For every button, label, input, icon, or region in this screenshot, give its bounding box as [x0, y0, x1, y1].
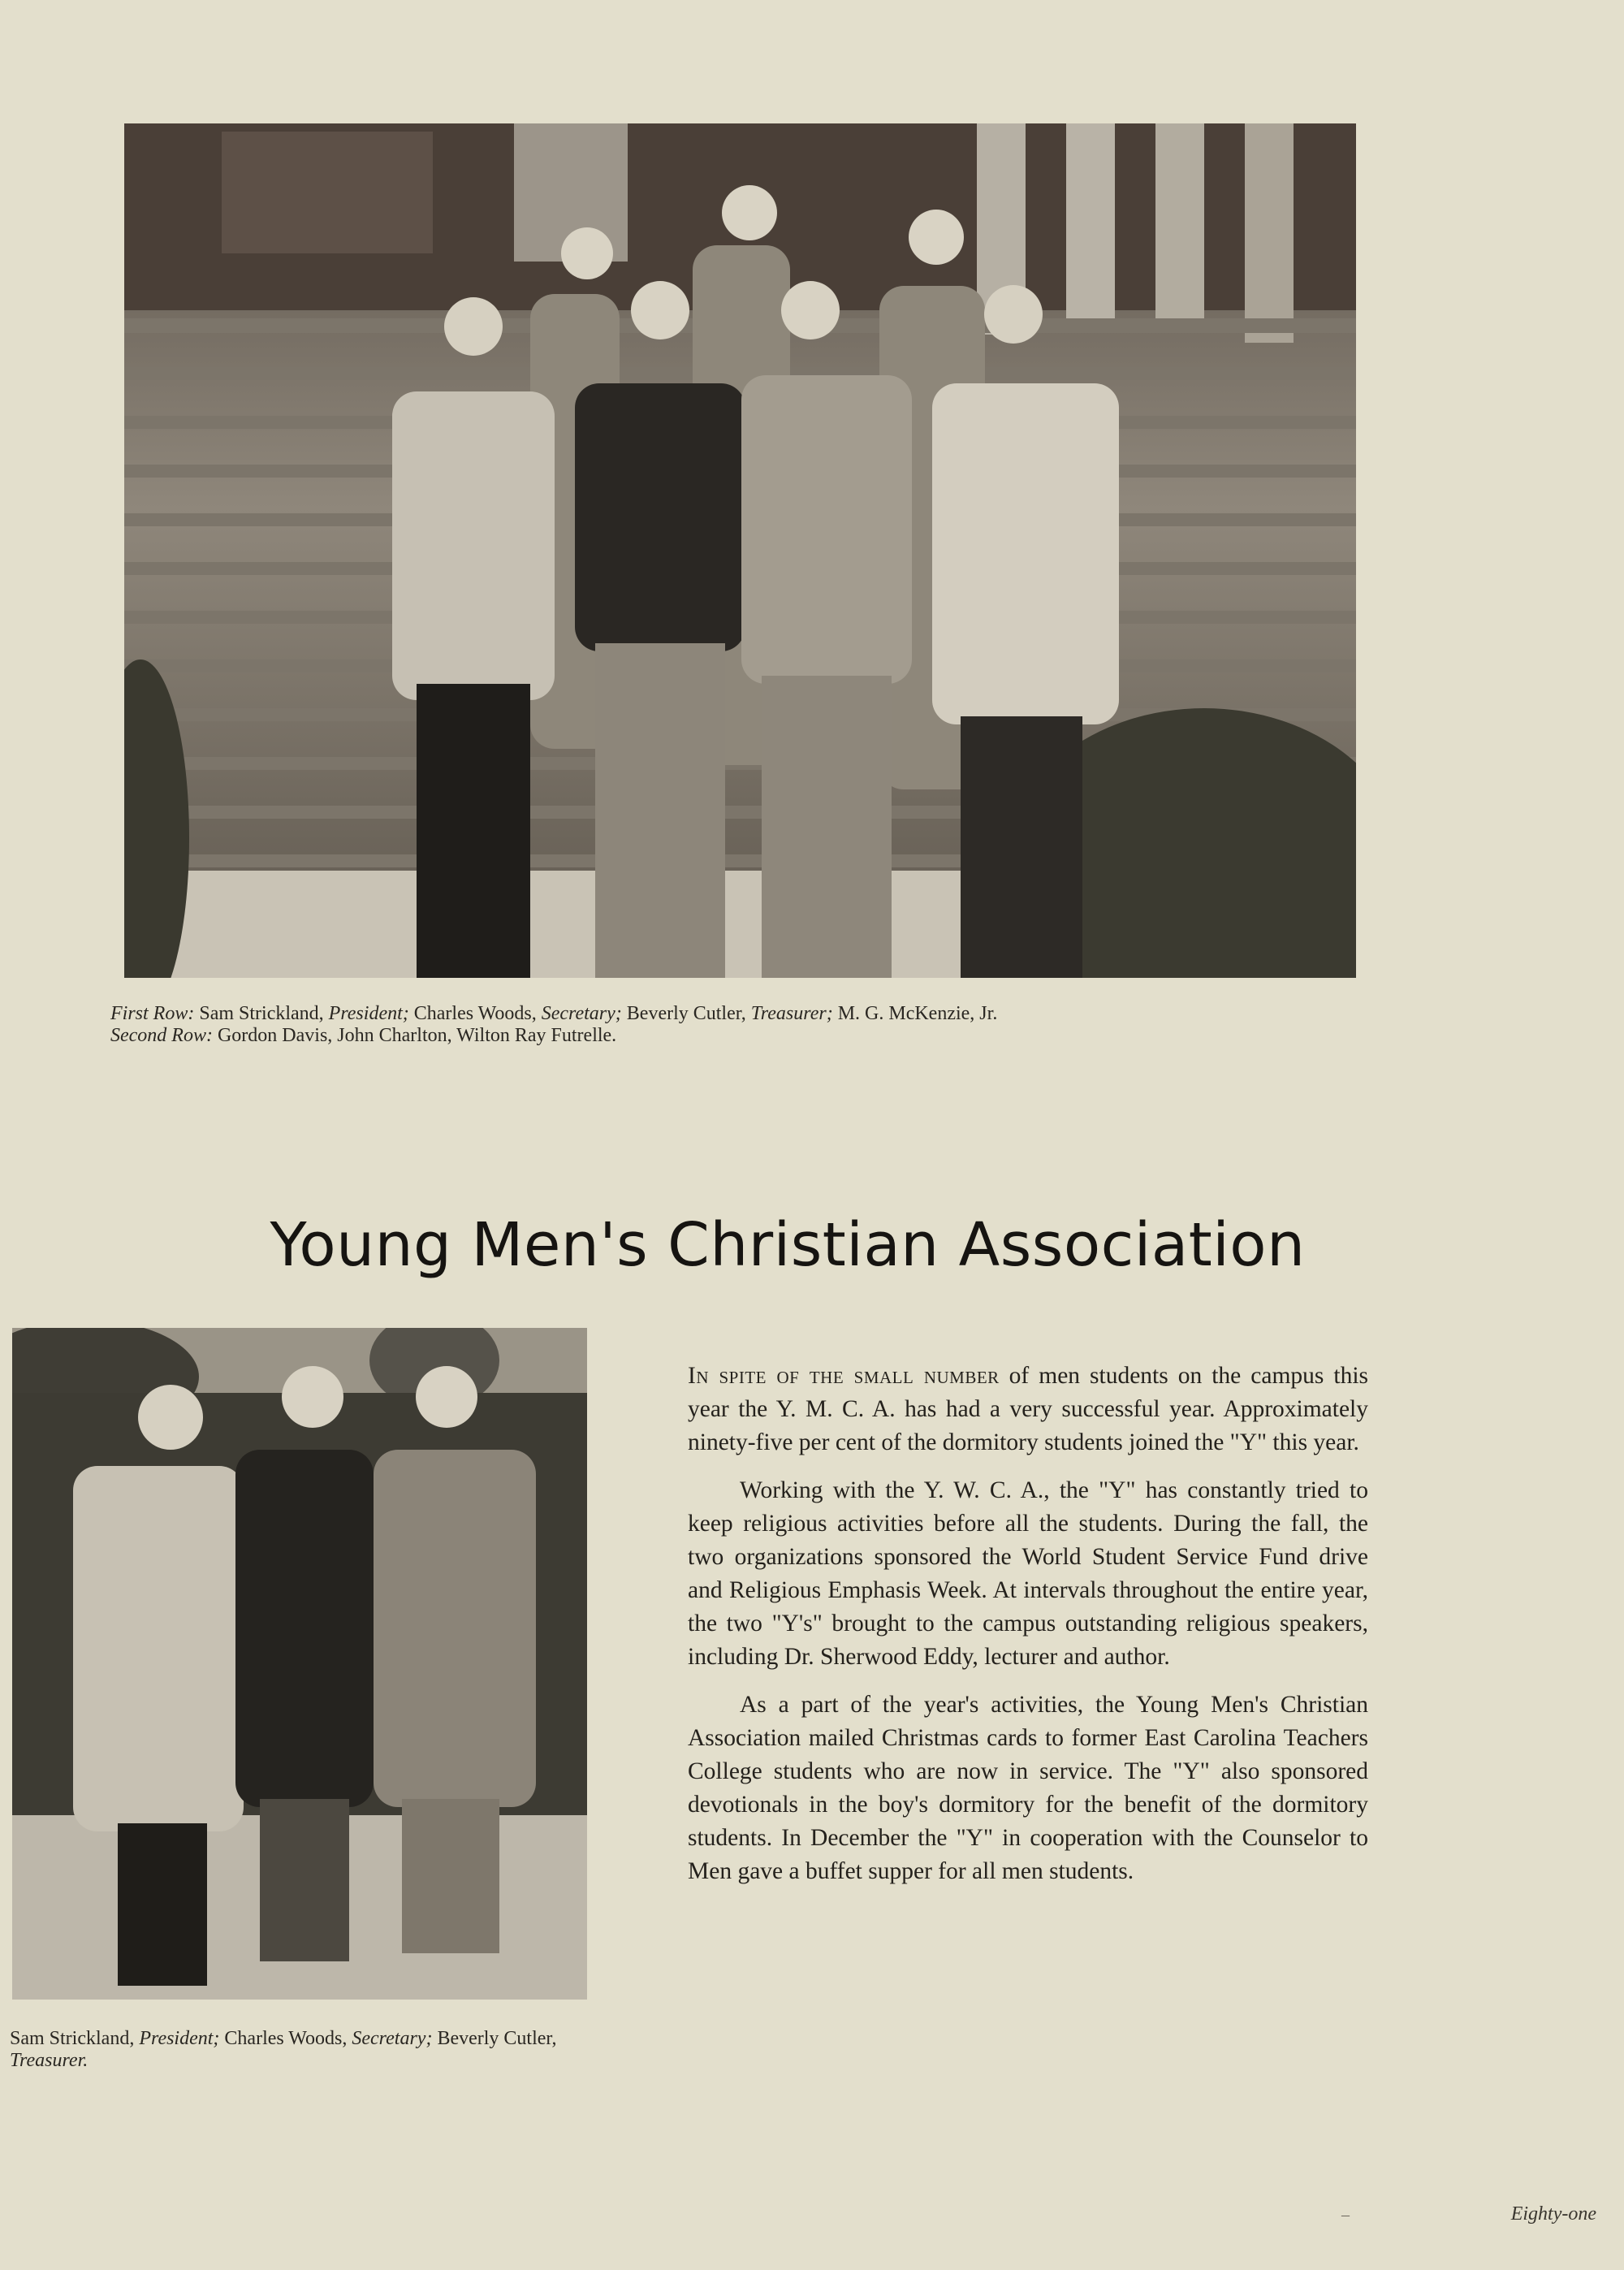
- paragraph-lead: In spite of the small number: [688, 1363, 1000, 1389]
- paragraph-1: [688, 1360, 1368, 1459]
- top-photo-caption: [110, 1003, 1328, 1047]
- officers-photo-caption: [10, 2028, 594, 2072]
- paragraph-text: of men students on the campus this year the Y. M. C. A. has had a very successful year. Approximately ninety-five per cent of the dormitory students joined the "Y" this year.: [688, 1363, 1368, 1455]
- paragraph-3: As a part of the year's activities, the Young Men's Christian Association mailed Christmas cards to former East Carolina Teachers College students who are now in service. The "Y" also sponsored devotionals in the boy's dormitory for the benefit of the dormitory students. In December the "Y" in cooperation with the Counselor to Men gave a buffet supper for all men students.: [688, 1692, 1368, 1884]
- paragraph-2: Working with the Y. W. C. A., the "Y" has constantly tried to keep religious activities before all the students. During the fall, the two organizations sponsored the World Student Service Fund drive and Religious Emphasis Week. At intervals throughout the entire year, the two "Y's" brought to the campus outstanding religious speakers, including Dr. Sherwood Eddy, lecturer and author.: [688, 1477, 1368, 1670]
- caption-second-row: [110, 1025, 1328, 1047]
- caption-role: President;: [328, 1003, 409, 1024]
- officers-photo: [12, 1328, 587, 2000]
- footer-dash: –: [1341, 2206, 1350, 2224]
- caption-name: Charles Woods,: [224, 2028, 348, 2049]
- caption-name: Beverly Cutler,: [437, 2028, 557, 2049]
- caption-name: Sam Strickland,: [199, 1003, 324, 1024]
- group-photo-top: [124, 123, 1356, 978]
- caption-names: Gordon Davis, John Charlton, Wilton Ray Futrelle.: [217, 1025, 617, 1046]
- caption-name: Charles Woods,: [413, 1003, 537, 1024]
- caption-role: Secretary;: [352, 2028, 433, 2049]
- first-row-label: First Row:: [110, 1003, 195, 1024]
- caption-role: Treasurer.: [10, 2050, 89, 2071]
- caption-name: Sam Strickland,: [10, 2028, 135, 2049]
- caption-role: Secretary;: [541, 1003, 622, 1024]
- caption-name: M. G. McKenzie, Jr.: [837, 1003, 998, 1024]
- page-title: Young Men's Christian Association: [270, 1209, 1306, 1280]
- page-number: Eighty-one: [1510, 2203, 1596, 2225]
- second-row-label: Second Row:: [110, 1025, 213, 1046]
- caption-name: Beverly Cutler,: [626, 1003, 746, 1024]
- caption-role: President;: [139, 2028, 220, 2049]
- caption-role: Treasurer;: [750, 1003, 833, 1024]
- article-body: [688, 1360, 1368, 1903]
- caption-first-row: [110, 1003, 1328, 1025]
